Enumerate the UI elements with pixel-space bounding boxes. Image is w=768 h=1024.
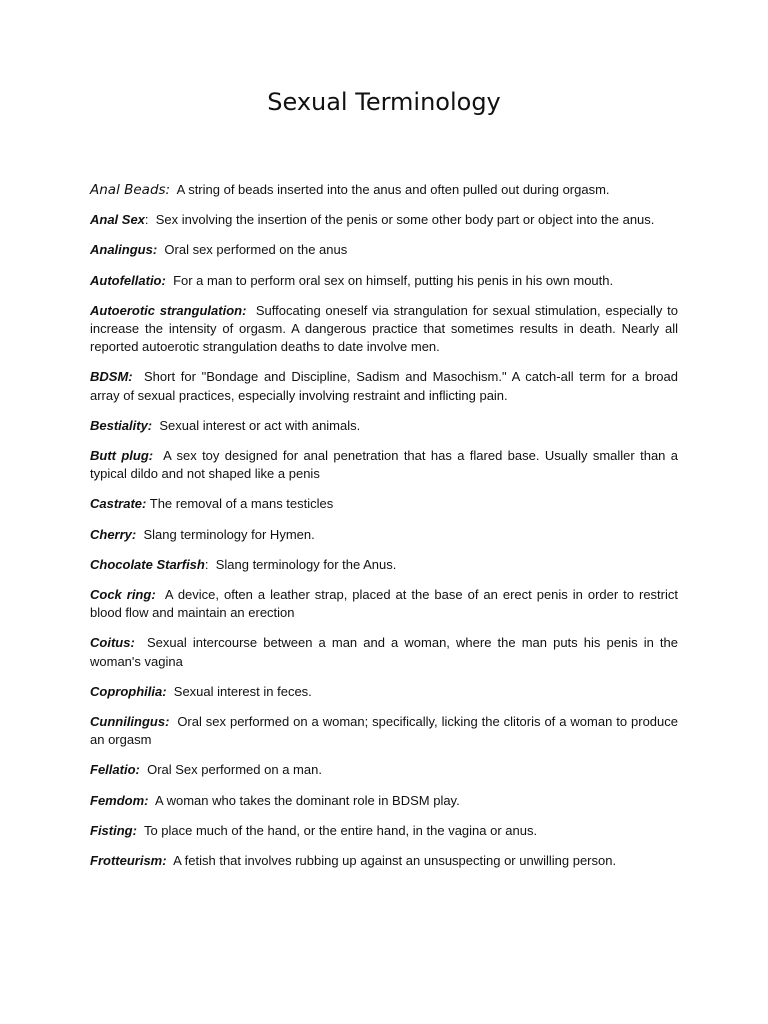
glossary-term: Anal Beads:: [90, 182, 171, 198]
glossary-definition: To place much of the hand, or the entire hand, in the vagina or anus.: [143, 822, 538, 838]
page-title: Sexual Terminology: [267, 88, 501, 116]
term-separator: [153, 448, 163, 463]
term-separator: [137, 823, 144, 838]
glossary-definition: Oral sex performed on the anus: [164, 242, 348, 258]
glossary-definition: A sex toy designed for anal penetration that has a flared base. Usually smaller than a typical dildo and not shaped like a penis: [90, 448, 678, 482]
glossary-term: Butt plug:: [90, 448, 154, 464]
glossary-term: Frotteurism:: [90, 853, 167, 869]
glossary-term: Autoerotic strangulation:: [90, 302, 247, 318]
glossary-definition: Sexual interest or act with animals.: [159, 417, 361, 433]
glossary-definition: Oral Sex performed on a man.: [147, 762, 322, 778]
glossary-entry: [90, 713, 678, 749]
glossary-definition: Slang terminology for the Anus.: [215, 556, 397, 572]
glossary-term: Femdom:: [90, 792, 149, 808]
glossary-term: Coprophilia:: [90, 683, 167, 699]
glossary-entry: [90, 447, 678, 483]
glossary-definition: A woman who takes the dominant role in BDSM play.: [155, 792, 460, 808]
glossary-entry: [90, 634, 678, 670]
glossary-definition: Short for "Bondage and Discipline, Sadism and Masochism." A catch-all term for a broad array of sexual practices, especially involving restraint and inflicting pain.: [90, 369, 678, 403]
glossary-term: Analingus:: [90, 242, 158, 258]
glossary-term: Fisting:: [90, 822, 137, 838]
glossary-entry: [90, 368, 678, 404]
term-separator: :: [144, 212, 156, 228]
glossary-entry: [90, 181, 678, 199]
glossary-entry: [90, 761, 678, 779]
glossary-entry: [90, 241, 678, 259]
glossary-definition: The removal of a mans testicles: [149, 496, 334, 512]
glossary-definition: Oral sex performed on a woman; specifically, licking the clitoris of a woman to produce an orgasm: [90, 714, 678, 748]
glossary-term: Coitus:: [90, 635, 135, 651]
glossary-term: BDSM:: [90, 369, 133, 385]
term-separator: [246, 303, 255, 318]
glossary-entry: [90, 417, 678, 435]
glossary-entry: [90, 852, 678, 870]
glossary-term: Cunnilingus:: [90, 714, 170, 730]
term-separator: :: [204, 556, 216, 572]
glossary-entry: [90, 211, 678, 229]
glossary-term: Anal Sex: [90, 212, 145, 228]
glossary-term: Autofellatio:: [90, 272, 166, 288]
term-separator: [156, 587, 165, 602]
glossary-entry: [90, 792, 678, 810]
glossary-term: Bestiality:: [90, 417, 153, 433]
glossary-list: [90, 181, 678, 882]
glossary-definition: Sexual interest in feces.: [173, 683, 312, 699]
glossary-definition: A fetish that involves rubbing up against an unsuspecting or unwilling person.: [173, 853, 617, 869]
glossary-entry: [90, 556, 678, 574]
glossary-entry: [90, 586, 678, 622]
glossary-definition: A device, often a leather strap, placed at the base of an erect penis in order to restrict blood flow and maintain an erection: [90, 587, 678, 621]
term-separator: [167, 684, 174, 699]
glossary-definition: Sexual intercourse between a man and a woman, where the man puts his penis in the woman's vagina: [90, 635, 678, 669]
glossary-term: Cherry:: [90, 526, 137, 542]
term-separator: [135, 635, 147, 650]
glossary-definition: For a man to perform oral sex on himself, putting his penis in his own mouth.: [173, 272, 614, 288]
glossary-definition: Suffocating oneself via strangulation for sexual stimulation, especially to increase the intensity of orgasm. A dangerous practice that sometimes results in death. Nearly all reported autoerotic strangulation deaths to date involve men.: [90, 302, 678, 355]
glossary-term: Fellatio:: [90, 762, 140, 778]
glossary-entry: [90, 683, 678, 701]
term-separator: [166, 273, 173, 288]
glossary-term: Chocolate Starfish: [90, 556, 205, 572]
glossary-definition: Slang terminology for Hymen.: [143, 526, 315, 542]
glossary-entry: [90, 526, 678, 544]
glossary-entry: [90, 822, 678, 840]
term-separator: [140, 762, 147, 777]
glossary-entry: [90, 495, 678, 513]
glossary-entry: [90, 302, 678, 357]
glossary-term: Castrate:: [90, 496, 147, 512]
glossary-entry: [90, 272, 678, 290]
term-separator: [133, 369, 144, 384]
glossary-term: Cock ring:: [90, 587, 156, 603]
glossary-definition: Sex involving the insertion of the penis or some other body part or object into the anus.: [155, 212, 655, 228]
glossary-definition: A string of beads inserted into the anus and often pulled out during orgasm.: [176, 182, 610, 197]
